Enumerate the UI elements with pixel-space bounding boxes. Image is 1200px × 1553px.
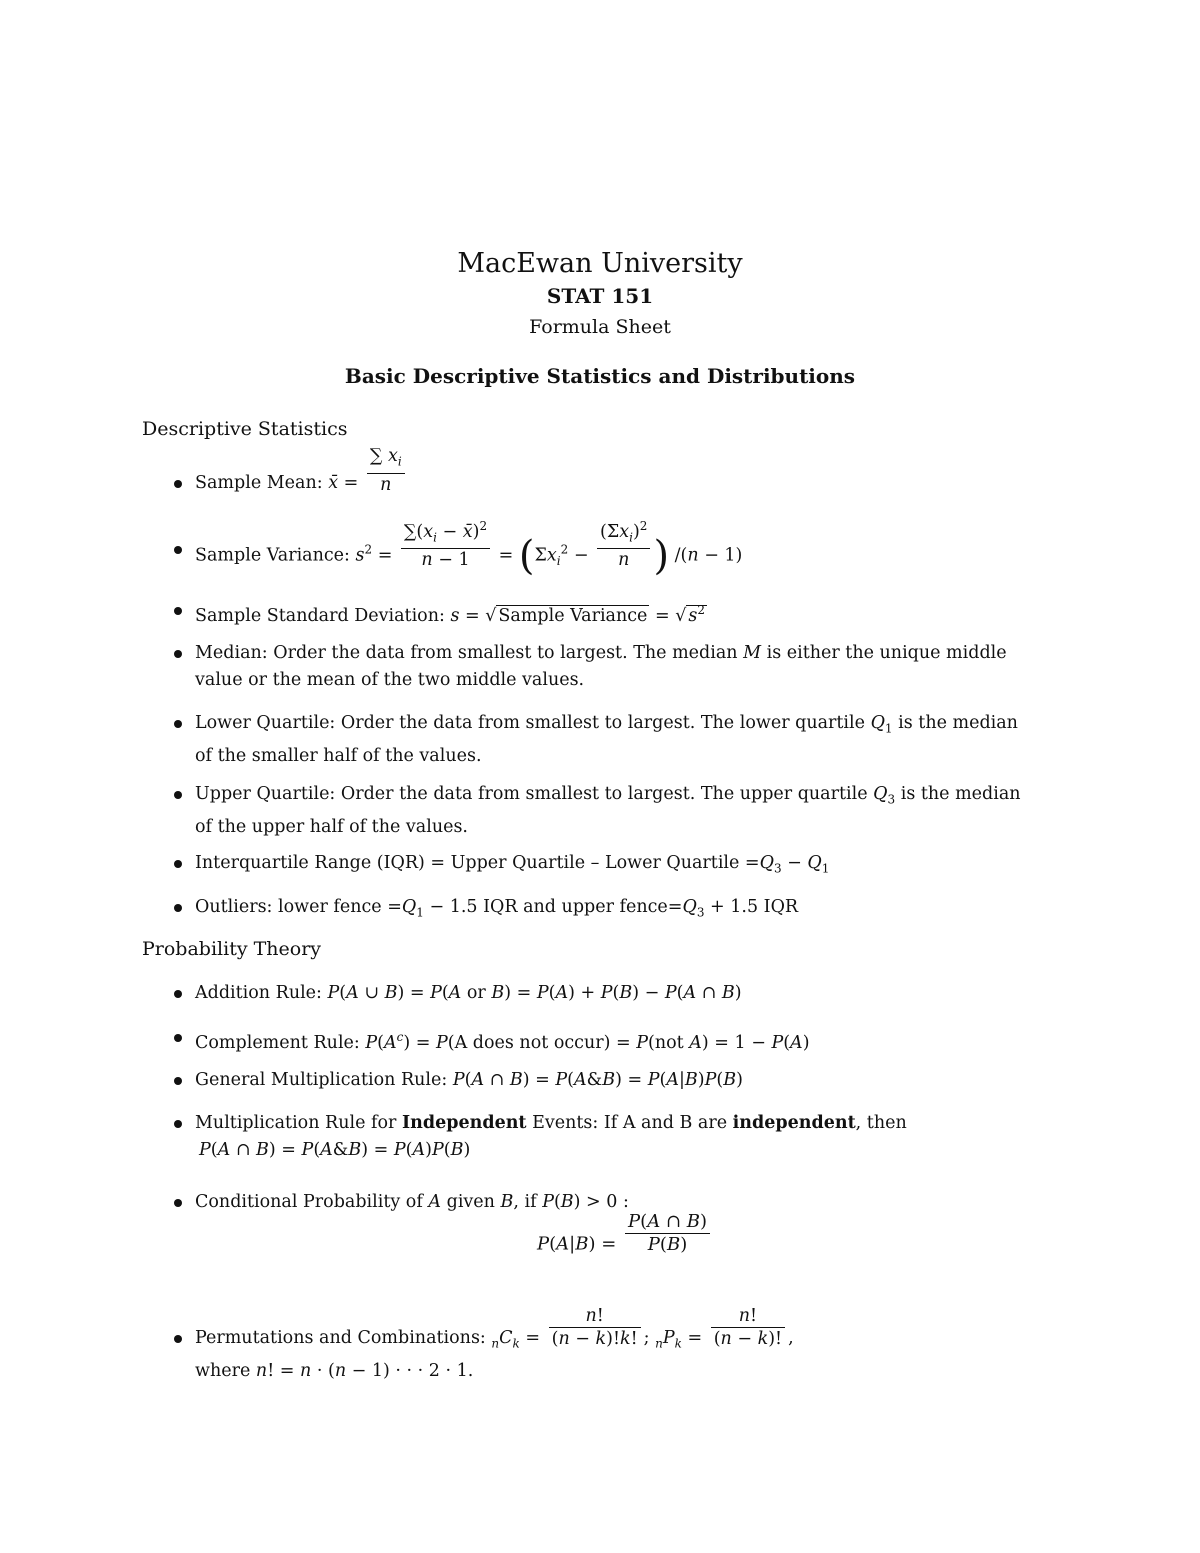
bullet-icon <box>174 1120 182 1128</box>
bullet-icon <box>174 546 182 554</box>
bullet-icon <box>174 1077 182 1085</box>
bullet-icon <box>174 990 182 998</box>
bullet-icon <box>174 480 182 488</box>
bullet-icon <box>174 791 182 799</box>
descriptive-heading: Descriptive Statistics <box>142 418 348 440</box>
bullet-icon <box>174 607 182 615</box>
bullet-icon <box>174 1034 182 1042</box>
probability-heading: Probability Theory <box>142 938 322 960</box>
item-label: Sample Mean: <box>195 473 323 493</box>
sheet-subtitle: Formula Sheet <box>529 316 671 338</box>
bullet-icon <box>174 904 182 912</box>
item-label: Sample Standard Deviation: <box>195 605 445 626</box>
course-code: STAT 151 <box>546 284 654 308</box>
bullet-icon <box>174 1335 182 1343</box>
formula-sheet-page: MacEwan University STAT 151 Formula Sheet Basic Descriptive Statistics and Distributions Descriptive Statistics Sample Mean: x̄ = $\frac{\sum x_i}{n}$ Sample Variance: $s^2$ = $\frac{\sum(x_i - x̄)^2}{n - 1}$ = ($\Sigma x_i^2$ − $\frac{(\Sigma x_i)^2}{n}$ ) /(n − 1) Sample Standard Deviation: s = √ Sample Variance = √ $s^2$ Median: Order the data from smallest to largest. The median M is either the unique middle value or the mean of the two middle values. Lower Quartile: Order the data from smallest to largest. The lower quartile $Q_1$ is the median of the smaller half of the values. Upper Quartile: Order the data from smallest to largest. The upper quartile $Q_3$ is the median of the upper half of the values. Interquartile Range (IQR) = Upper Quartile – Lower Quartile $=Q_3 - Q_1$ Outliers: lower fence $=Q_1 - 1.5$ IQR and upper $fence=Q_3 + 1.5$ IQR Probability Theory Addition Rule: P(A ∪ B) = P(A or B) = P(A) + P(B) − P(A ∩ B) Complement Rule: $P(A^c) = P(A$ does not occur) = P(not A) = 1 − P(A) General Multiplication Rule: P(A ∩ B) = P(A&B) = P(A|B)P(B) Multiplication Rule for Independent Events: If A and B are independent, then P(A ∩ B) = P(A&B) = P(A)P(B) Conditional Probability of A given B, if P(B) > 0 : P(A|B) = $\frac{P(A \cap B)}{P(B)}$ Permutations and Combinations: $_nC_k$ = $\frac{n!}{(n - k)!k!}$ ; $_nP_k$ = $\frac{n!}{(n - k)!}$ , where n! = n · (n − 1) · · · 2 · 1. <box>0 0 1200 1553</box>
item-label: Sample Variance: <box>195 545 350 566</box>
sqrt-content: Sample Variance <box>498 605 648 626</box>
university-title: MacEwan University <box>457 248 743 279</box>
bullet-icon <box>174 720 182 728</box>
conditional-formula: P(A|B) = $\frac{P(A \cap B)}{P(B)}$ <box>0 1233 1200 1256</box>
section-title: Basic Descriptive Statistics and Distributions <box>344 364 856 388</box>
bullet-icon <box>174 650 182 658</box>
bullet-icon <box>174 1199 182 1207</box>
bullet-icon <box>174 860 182 868</box>
